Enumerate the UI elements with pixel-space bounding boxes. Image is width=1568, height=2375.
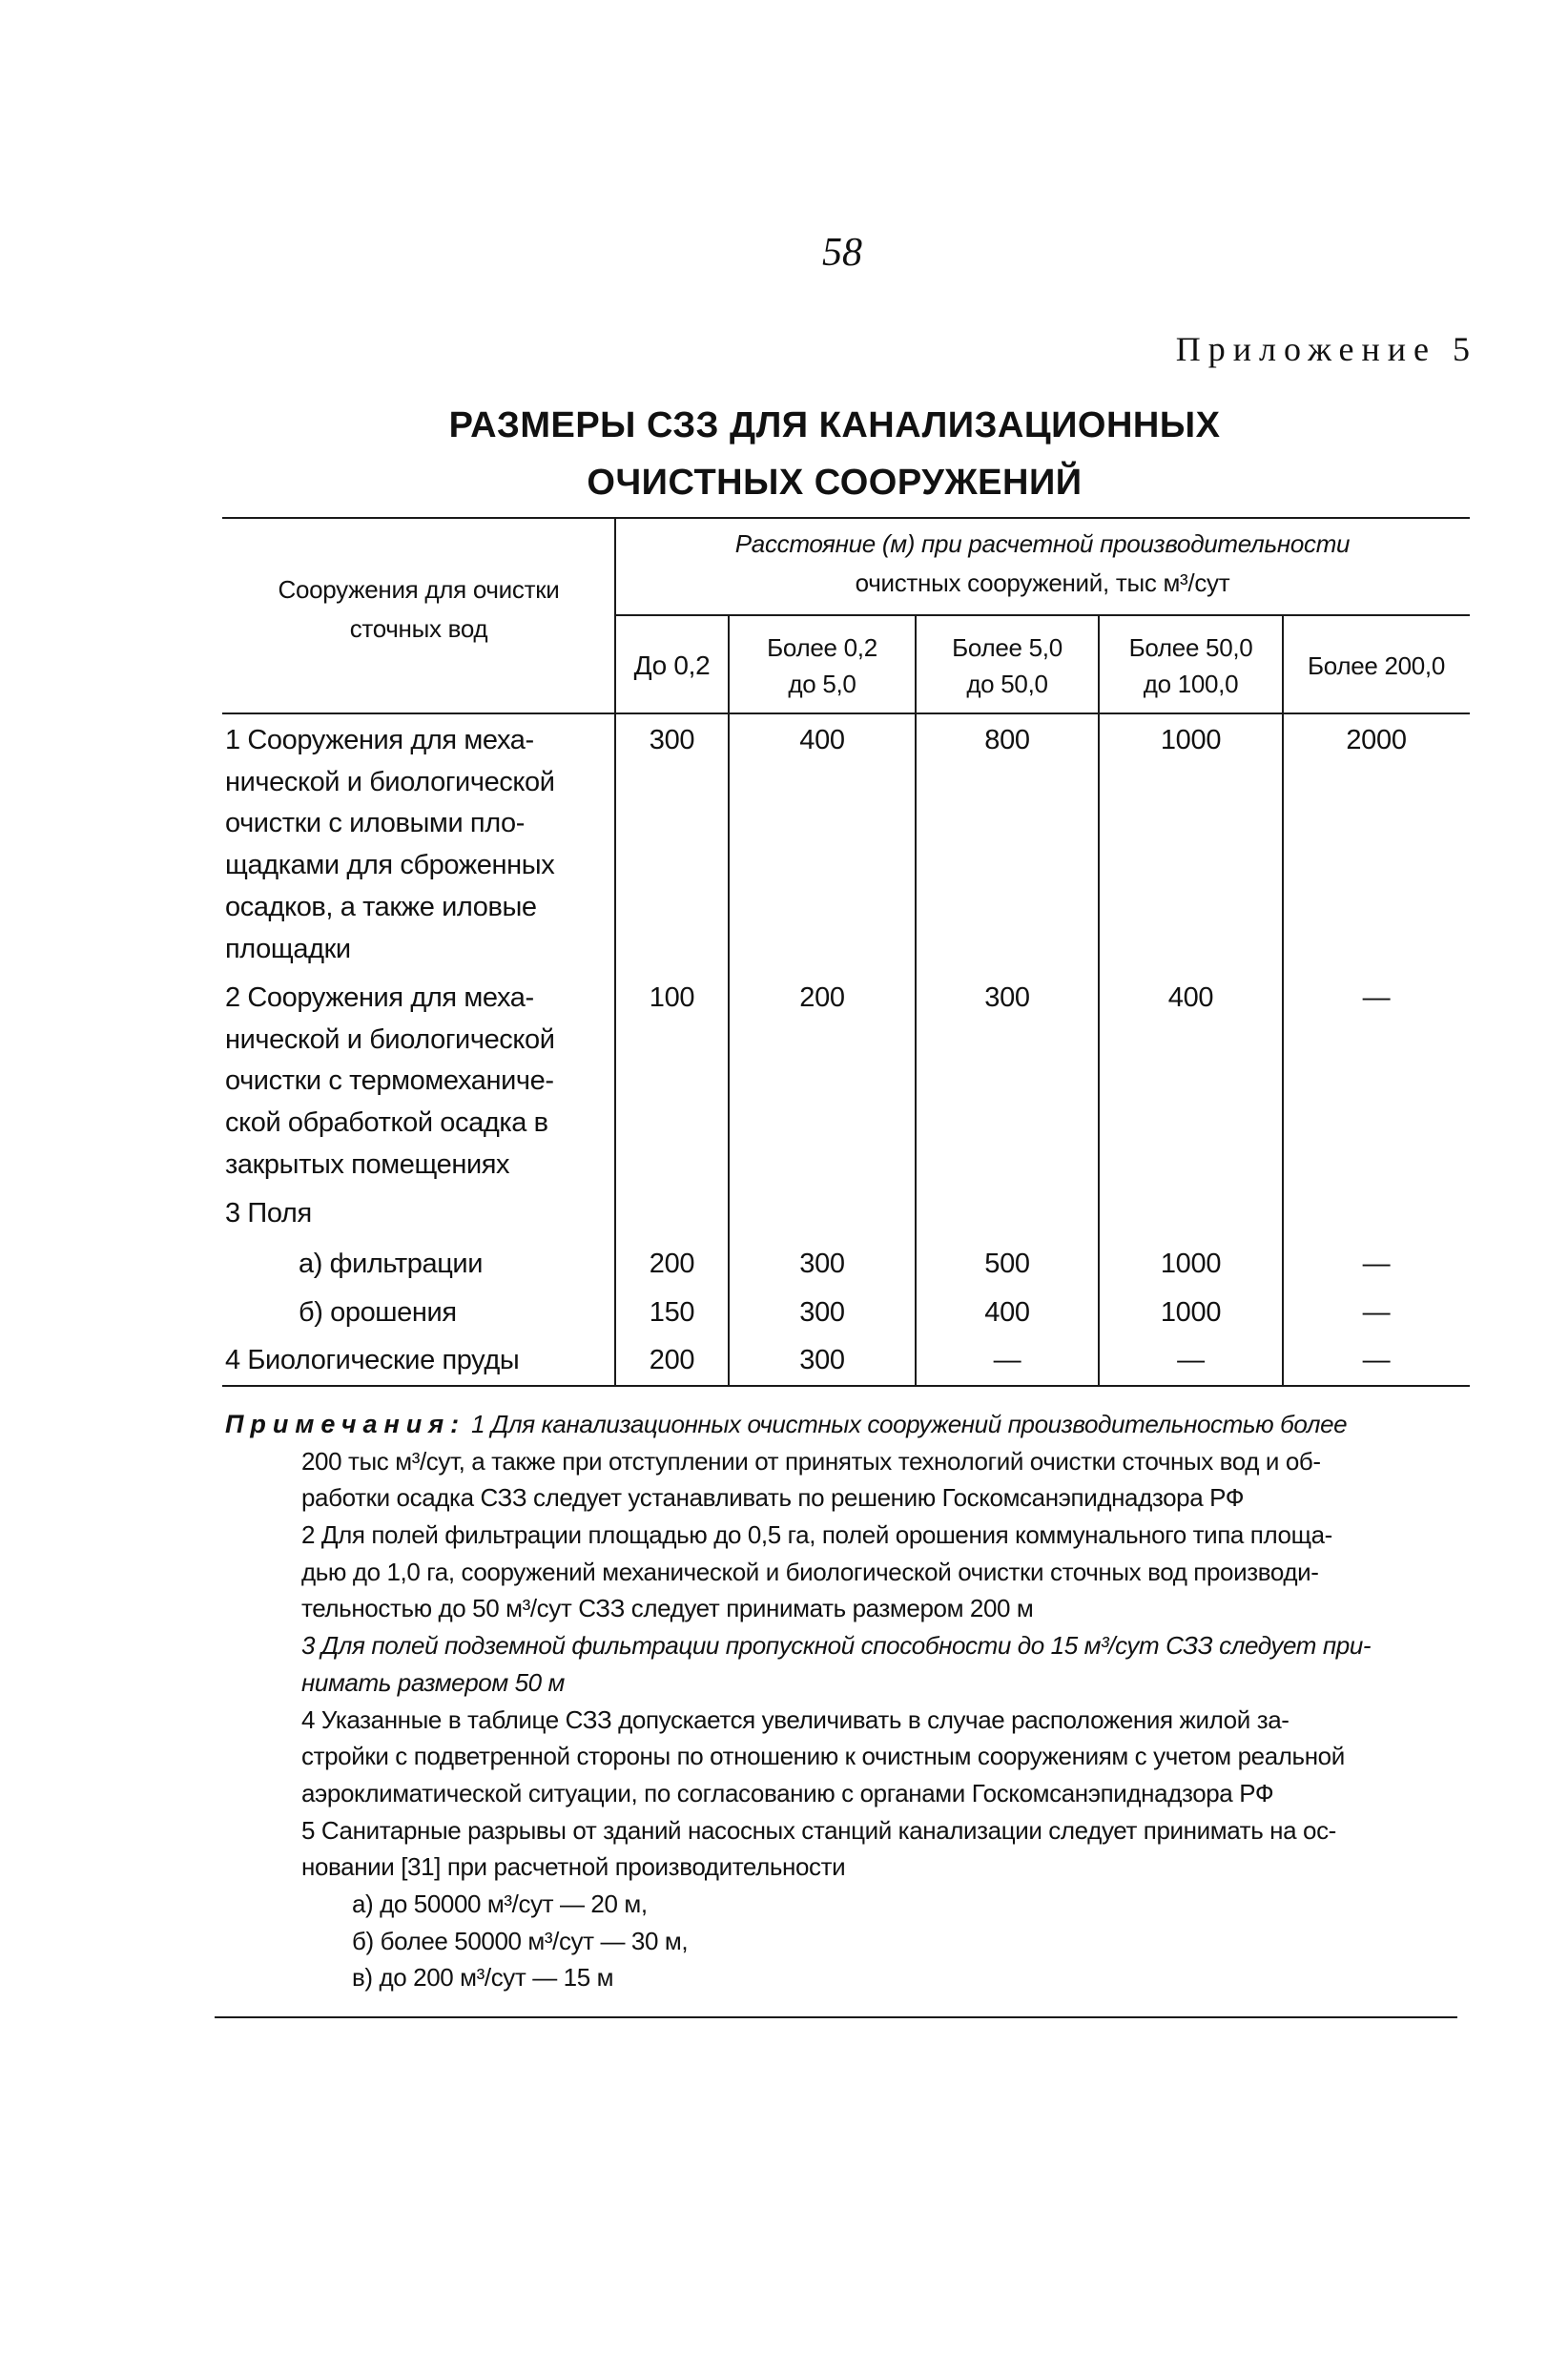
table-cell: 2000 [1346,725,1407,755]
note-line: 2 Для полей фильтрации площадью до 0,5 га, полей орошения коммунального типа площа- [301,1520,1332,1550]
column-header-line: до 5,0 [788,669,856,698]
table-cell: 300 [799,1297,845,1328]
group-header [615,525,1470,603]
table-cell: 400 [984,1297,1030,1328]
table-cell: 200 [649,1249,695,1279]
note-line [225,1406,1568,1443]
note-line: тельностью до 50 м³/сут СЗЗ следует принимать размером 200 м [301,1594,1034,1623]
table-cell: 800 [984,725,1030,755]
note-line: стройки с подветренной стороны по отношению к очистным сооружениям с учетом реальной [301,1742,1345,1771]
note-line: нимать размером 50 м [301,1667,565,1697]
appendix-label: Приложение 5 [1175,330,1477,368]
table-cell: — [1362,1297,1391,1328]
column-header-line: Более 50,0 [1128,632,1253,662]
row-label-4 [225,1340,611,1382]
note-line: б) более 50000 м³/сут — 30 м, [352,1926,689,1955]
row-label-line: площадки [225,933,351,964]
column-header-line: Более 200,0 [1307,651,1446,680]
page-number: 58 [822,231,862,275]
column-header-0-2-to-5 [729,617,916,713]
column-header-line: Более 5,0 [952,632,1063,662]
table-cell: 200 [649,1345,695,1375]
group-header-line-2: очистных сооружений, тыс м³/сут [855,568,1230,597]
row-label-line: 3 Поля [225,1198,312,1229]
table-cell: 400 [799,725,845,755]
note-line: аэроклиматической ситуации, по согласованию с органами Госкомсанэпиднадзора РФ [301,1778,1274,1807]
note-line: 5 Санитарные разрывы от зданий насосных станций канализации следует принимать на ос- [301,1815,1336,1845]
column-header-50-to-100 [1099,617,1283,713]
row-label-3 [225,1193,611,1235]
table-cell: — [993,1345,1021,1375]
group-header-rule [615,614,1470,616]
note-line: а) до 50000 м³/сут — 20 м, [352,1889,648,1918]
row-label-line: очистки с термомеханиче- [225,1065,554,1097]
table-cell: 400 [1167,982,1214,1013]
note-line: 4 Указанные в таблице СЗЗ допускается увеличивать в случае расположения жилой за- [301,1704,1289,1734]
notes-section [0,1406,1568,1996]
note-line: новании [31] при расчетной производительности [301,1852,846,1882]
row-label-line: а) фильтрации [299,1249,484,1279]
table-cell: 1000 [1160,1249,1222,1279]
column-header-5-to-50 [916,617,1099,713]
row-label-line: 4 Биологические пруды [225,1345,520,1375]
note-line: 3 Для полей подземной фильтрации пропускной способности до 15 м³/сут СЗЗ следует при- [301,1631,1372,1661]
column-header-line: Более 0,2 [767,632,877,662]
row-label-line: очистки с иловыми пло- [225,808,526,839]
table-cell: — [1177,1345,1205,1375]
row-label-line: 2 Сооружения для меха- [225,982,534,1013]
table-cell: 500 [984,1249,1030,1279]
title-line-1: РАЗМЕРЫ СЗЗ ДЛЯ КАНАЛИЗАЦИОННЫХ [448,405,1221,445]
table-cell: 100 [649,982,695,1013]
row-label-line: ской обработкой осадка в [225,1107,548,1139]
row-label-1 [225,720,611,970]
stub-header [222,570,615,649]
table-cell: — [1362,982,1391,1013]
table-top-rule [222,517,1470,519]
table-cell: 150 [649,1297,695,1328]
group-header-line-1: Расстояние (м) при расчетной производительности [734,529,1351,558]
note-line: дью до 1,0 га, сооружений механической и биологической очистки сточных вод производи- [301,1557,1319,1586]
title-line-2: ОЧИСТНЫХ СООРУЖЕНИЙ [587,463,1083,503]
stub-header-line-2: сточных вод [349,614,488,643]
column-header-over-200 [1283,617,1470,713]
note-line: работки осадка СЗЗ следует устанавливать по решению Госкомсанэпиднадзора РФ [301,1483,1245,1513]
row-label-line: осадков, а также иловые [225,891,537,922]
column-header-line: До 0,2 [633,650,711,680]
row-label-line: нической и биологической [225,766,555,797]
table-cell: 300 [799,1345,845,1375]
table-cell: 300 [984,982,1030,1013]
page-bottom-rule [215,2016,1457,2018]
table-cell: 200 [799,982,845,1013]
table-cell: — [1362,1249,1391,1279]
row-label-line: б) орошения [299,1297,457,1328]
row-label-line: закрытых помещениях [225,1148,510,1180]
table-cell: — [1362,1345,1391,1375]
table-cell: 1000 [1160,725,1222,755]
table-cell: 300 [799,1249,845,1279]
notes-heading: Примечания: [225,1410,466,1438]
column-header-line: до 50,0 [966,669,1048,698]
table-cell: 1000 [1160,1297,1222,1328]
note-text: 1 Для канализационных очистных сооружений производительностью более [471,1410,1348,1438]
column-header-up-to-0-2 [615,617,729,713]
note-line: 200 тыс м³/сут, а также при отступлении от принятых технологий очистки сточных вод и об- [301,1446,1321,1476]
column-header-line: до 100,0 [1143,669,1239,698]
row-label-line: 1 Сооружения для меха- [225,725,534,755]
row-label-line: щадками для сброженных [225,850,555,881]
stub-header-line-1: Сооружения для очистки [278,575,560,604]
row-label-2 [225,978,611,1187]
note-line: в) до 200 м³/сут — 15 м [352,1963,614,1993]
table-cell: 300 [649,725,695,755]
row-label-line: нической и биологической [225,1023,555,1055]
